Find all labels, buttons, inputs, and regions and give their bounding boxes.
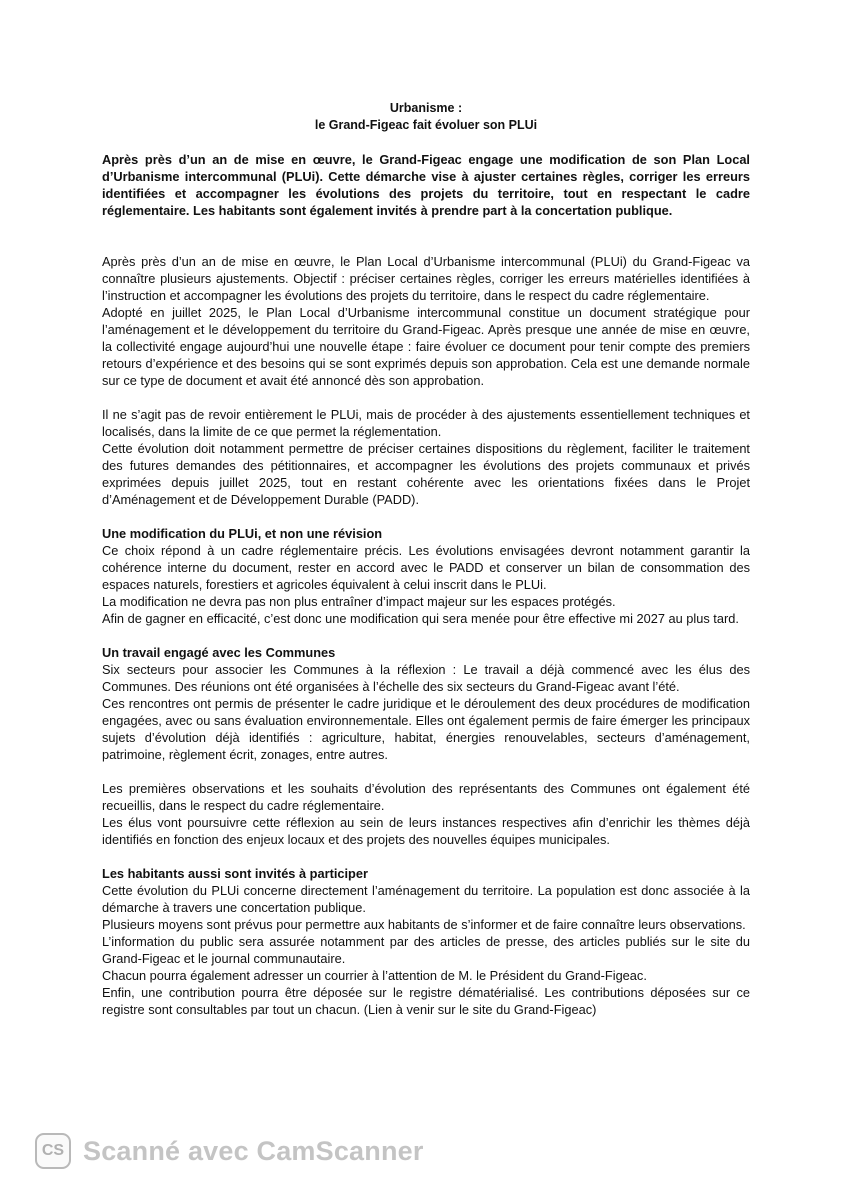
intro-paragraph: Cette évolution doit notamment permettre de préciser certaines dispositions du règlement, faciliter le traitement des futures demandes des pétitionnaires, et accompagner les évolutions des projets communaux et privés exprimées depuis juillet 2025, tout en restant cohérente avec les orientations fixées dans le Projet d’Aménagement et de Développement Durable (PADD). bbox=[102, 441, 750, 507]
section-paragraph: Plusieurs moyens sont prévus pour permettre aux habitants de s’informer et de faire connaître leurs observations. bbox=[102, 917, 746, 932]
section-paragraph: Les premières observations et les souhaits d’évolution des représentants des Communes ont également été recueillis, dans le respect du cadre réglementaire. bbox=[102, 781, 750, 813]
article-body bbox=[102, 253, 750, 1018]
watermark-text: Scanné avec CamScanner bbox=[83, 1135, 424, 1166]
camscanner-watermark bbox=[35, 1131, 424, 1171]
lead-paragraph: Après près d’un an de mise en œuvre, le Grand-Figeac engage une modification de son Plan Local d’Urbanisme intercommunal (PLUi). Cette démarche vise à ajuster certaines règles, corriger les erreurs identifiées et accompagner les évolutions des projets du territoire, tout en respectant le cadre réglementaire. Les habitants sont également invités à prendre part à la concertation publique. bbox=[102, 152, 750, 218]
section-paragraph: Chacun pourra également adresser un courrier à l’attention de M. le Président du Grand-Figeac. bbox=[102, 968, 647, 983]
section-paragraph: Les élus vont poursuivre cette réflexion au sein de leurs instances respectives afin d’enrichir les thèmes déjà identifiés en fonction des enjeux locaux et des projets des nouvelles équipes municipales. bbox=[102, 815, 750, 847]
section-paragraph: L’information du public sera assurée notamment par des articles de presse, des articles publiés sur le site du Grand-Figeac et le journal communautaire. bbox=[102, 934, 750, 966]
section-paragraph: La modification ne devra pas non plus entraîner d’impact majeur sur les espaces protégés. bbox=[102, 594, 616, 609]
intro-paragraph: Il ne s’agit pas de revoir entièrement le PLUi, mais de procéder à des ajustements essentiellement techniques et localisés, dans la limite de ce que permet la réglementation. bbox=[102, 407, 750, 439]
section-paragraph: Enfin, une contribution pourra être déposée sur le registre dématérialisé. Les contributions déposées sur ce registre sont consultables par tout un chacun. (Lien à venir sur le site du Grand-Figeac) bbox=[102, 985, 750, 1017]
section-paragraph: Ce choix répond à un cadre réglementaire précis. Les évolutions envisagées devront notamment garantir la cohérence interne du document, rester en accord avec le PADD et conserver un bilan de consommation des espaces naturels, forestiers et agricoles équivalent à celui inscrit dans le PLUi. bbox=[102, 543, 750, 592]
intro-paragraph: Adopté en juillet 2025, le Plan Local d’Urbanisme intercommunal constitue un document stratégique pour l’aménagement et le développement du territoire du Grand-Figeac. Après presque une année de mise en œuvre, la collectivité engage aujourd’hui une nouvelle étape : faire évoluer ce document pour tenir compte des premiers retours d’expérience et des besoins qui se sont exprimés depuis son approbation. Cela est une demande normale sur ce type de document et avait été annoncé dès son approbation. bbox=[102, 305, 750, 388]
section-heading: Un travail engagé avec les Communes bbox=[102, 645, 336, 660]
section-paragraph: Ces rencontres ont permis de présenter le cadre juridique et le déroulement des deux procédures de modification engagées, avec ou sans évaluation environnementale. Elles ont également permis de faire émerger les principaux sujets d’évolution déjà identifiés : agriculture, habitat, énergies renouvelables, secteurs d’aménagement, patrimoine, règlement écrit, zonages, entre autres. bbox=[102, 696, 750, 762]
title-line-1: Urbanisme : bbox=[389, 101, 463, 115]
section-paragraph: Cette évolution du PLUi concerne directement l’aménagement du territoire. La population est donc associée à la démarche à travers une concertation publique. bbox=[102, 883, 750, 915]
section-heading: Les habitants aussi sont invités à participer bbox=[102, 866, 368, 881]
intro-paragraph: Après près d’un an de mise en œuvre, le Plan Local d’Urbanisme intercommunal (PLUi) du Grand-Figeac va connaître plusieurs ajustements. Objectif : préciser certaines règles, corriger les erreurs matérielles identifiées à l’instruction et accompagner les évolutions des projets du territoire, dans le respect du cadre réglementaire. bbox=[102, 254, 750, 303]
camscanner-logo-icon: CS bbox=[35, 1133, 71, 1169]
section-paragraph: Afin de gagner en efficacité, c’est donc une modification qui sera menée pour être effective mi 2027 au plus tard. bbox=[102, 611, 739, 626]
section-heading: Une modification du PLUi, et non une révision bbox=[102, 526, 383, 541]
document-title bbox=[102, 100, 750, 134]
title-line-2: le Grand-Figeac fait évoluer son PLUi bbox=[314, 118, 538, 132]
document-page bbox=[102, 100, 750, 1018]
section-paragraph: Six secteurs pour associer les Communes à la réflexion : Le travail a déjà commencé avec les élus des Communes. Des réunions ont été organisées à l’échelle des six secteurs du Grand-Figeac avant l’été. bbox=[102, 662, 750, 694]
